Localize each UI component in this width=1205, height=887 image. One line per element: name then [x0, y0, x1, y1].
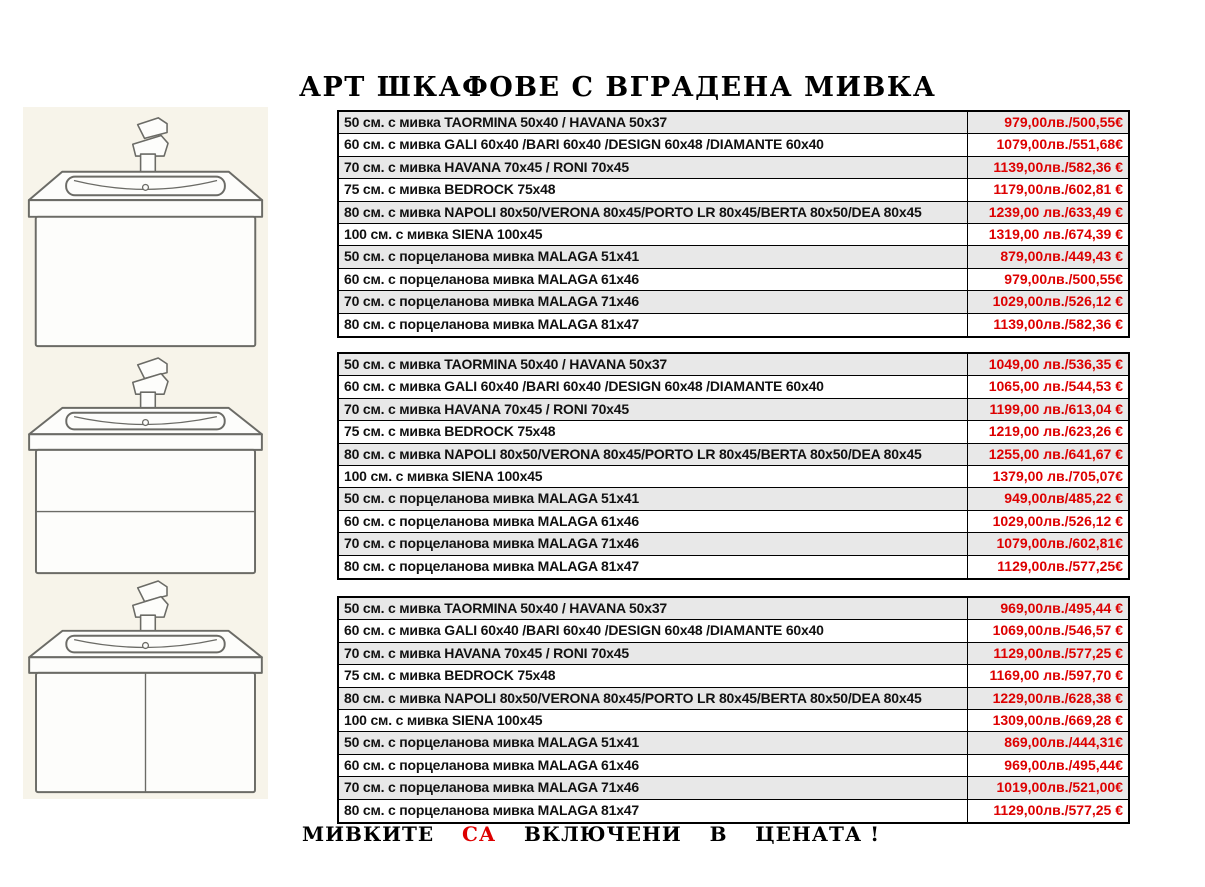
table-row — [339, 466, 1128, 488]
product-price: 1139,00лв./582,36 € — [993, 315, 1123, 332]
product-price: 1049,00 лв./536,35 € — [988, 356, 1123, 372]
product-price: 879,00лв./449,43 € — [1000, 248, 1123, 265]
table-row — [339, 755, 1128, 777]
product-description: 50 см. с порцеланова мивка MALAGA 51x41 — [339, 246, 968, 267]
table-row — [339, 179, 1128, 201]
product-price: 1079,00лв./602,81€ — [996, 535, 1123, 552]
product-price: 1309,00лв./669,28 € — [992, 711, 1123, 728]
table-row — [339, 269, 1128, 291]
product-price: 1129,00лв./577,25 € — [993, 801, 1123, 818]
product-price: 1129,00лв./577,25 € — [993, 644, 1123, 661]
product-price: 949,00лв/485,22 € — [1004, 490, 1123, 507]
price-table-1 — [337, 110, 1130, 338]
vanity-single-front-illustration — [23, 109, 268, 354]
table-row — [339, 643, 1128, 665]
product-description: 60 см. с мивка GALI 60x40 /BARI 60x40 /DESIGN 60x48 /DIAMANTE 60x40 — [339, 376, 968, 397]
product-description: 70 см. с мивка HAVANA 70x45 / RONI 70x45 — [339, 643, 968, 664]
vanity-two-doors-illustration — [23, 580, 268, 798]
product-description: 50 см. с мивка TAORMINA 50x40 / HAVANA 50x37 — [339, 112, 968, 133]
product-description: 80 см. с мивка NAPOLI 80x50/VERONA 80x45/PORTO LR 80x45/BERTA 80x50/DEA 80x45 — [339, 444, 968, 465]
table-row — [339, 246, 1128, 268]
product-description: 60 см. с мивка GALI 60x40 /BARI 60x40 /DESIGN 60x48 /DIAMANTE 60x40 — [339, 134, 968, 155]
table-row — [339, 598, 1128, 620]
product-price: 1129,00лв./577,25€ — [997, 557, 1123, 574]
table-row — [339, 620, 1128, 642]
product-description: 70 см. с порцеланова мивка MALAGA 71x46 — [339, 533, 968, 554]
product-description: 50 см. с порцеланова мивка MALAGA 51x41 — [339, 732, 968, 753]
product-price: 979,00лв./500,55€ — [1004, 114, 1123, 130]
table-row — [339, 157, 1128, 179]
product-description: 80 см. с порцеланова мивка MALAGA 81x47 — [339, 556, 968, 578]
vanity-cabinet-icon — [23, 357, 268, 579]
product-price: 1199,00 лв./613,04 € — [989, 400, 1123, 417]
table-row — [339, 665, 1128, 687]
table-row — [339, 688, 1128, 710]
vanity-cabinet-icon — [23, 109, 268, 354]
product-description: 50 см. с мивка TAORMINA 50x40 / HAVANA 50x37 — [339, 354, 968, 375]
product-price: 1019,00лв./521,00€ — [996, 779, 1123, 796]
product-price: 1319,00 лв./674,39 € — [988, 225, 1123, 242]
table-row — [339, 224, 1128, 246]
product-price: 1179,00лв./602,81 € — [993, 181, 1123, 198]
product-price: 1169,00 лв./597,70 € — [989, 667, 1123, 684]
table-row — [339, 444, 1128, 466]
product-description: 60 см. с мивка GALI 60x40 /BARI 60x40 /DESIGN 60x48 /DIAMANTE 60x40 — [339, 620, 968, 641]
product-description: 100 см. с мивка SIENA 100x45 — [339, 466, 968, 487]
product-description: 75 см. с мивка BEDROCK 75x48 — [339, 179, 968, 200]
product-price: 1219,00 лв./623,26 € — [988, 423, 1123, 440]
table-row — [339, 732, 1128, 754]
product-description: 75 см. с мивка BEDROCK 75x48 — [339, 421, 968, 442]
price-table-3 — [337, 596, 1130, 824]
product-description: 50 см. с порцеланова мивка MALAGA 51x41 — [339, 488, 968, 509]
table-row — [339, 399, 1128, 421]
table-row — [339, 314, 1128, 336]
product-description: 70 см. с порцеланова мивка MALAGA 71x46 — [339, 291, 968, 312]
table-row — [339, 354, 1128, 376]
product-description: 60 см. с порцеланова мивка MALAGA 61x46 — [339, 269, 968, 290]
cabinet-illustrations-panel — [23, 107, 268, 799]
table-row — [339, 112, 1128, 134]
product-description: 80 см. с порцеланова мивка MALAGA 81x47 — [339, 314, 968, 336]
product-description: 75 см. с мивка BEDROCK 75x48 — [339, 665, 968, 686]
product-price: 969,00лв./495,44€ — [1004, 756, 1123, 773]
price-table-2 — [337, 352, 1130, 580]
table-row — [339, 800, 1128, 822]
product-description: 80 см. с мивка NAPOLI 80x50/VERONA 80x45/PORTO LR 80x45/BERTA 80x50/DEA 80x45 — [339, 688, 968, 709]
page-title: АРТ ШКАФОВЕ С ВГРАДЕНА МИВКА — [299, 72, 937, 103]
table-row — [339, 777, 1128, 799]
product-description: 70 см. с мивка HAVANA 70x45 / RONI 70x45 — [339, 157, 968, 178]
table-row — [339, 291, 1128, 313]
product-price: 969,00лв./495,44 € — [1000, 600, 1123, 616]
product-description: 80 см. с порцеланова мивка MALAGA 81x47 — [339, 800, 968, 822]
table-row — [339, 488, 1128, 510]
product-price: 1139,00лв./582,36 € — [993, 158, 1123, 175]
product-price: 979,00лв./500,55€ — [1004, 270, 1123, 287]
table-row — [339, 202, 1128, 224]
product-description: 70 см. с порцеланова мивка MALAGA 71x46 — [339, 777, 968, 798]
product-description: 60 см. с порцеланова мивка MALAGA 61x46 — [339, 755, 968, 776]
product-price: 869,00лв./444,31€ — [1004, 734, 1123, 751]
table-row — [339, 533, 1128, 555]
product-price: 1069,00лв./546,57 € — [992, 622, 1123, 639]
table-row — [339, 511, 1128, 533]
product-description: 60 см. с порцеланова мивка MALAGA 61x46 — [339, 511, 968, 532]
table-row — [339, 710, 1128, 732]
table-row — [339, 556, 1128, 578]
product-price: 1255,00 лв./641,67 € — [988, 445, 1123, 462]
product-price: 1079,00лв./551,68€ — [996, 136, 1123, 153]
product-description: 100 см. с мивка SIENA 100x45 — [339, 710, 968, 731]
product-price: 1379,00 лв./705,07€ — [992, 467, 1123, 484]
product-description: 70 см. с мивка HAVANA 70x45 / RONI 70x45 — [339, 399, 968, 420]
product-price: 1229,00лв./628,38 € — [992, 689, 1123, 706]
footer-word: В — [709, 822, 728, 846]
footer-note — [302, 822, 880, 846]
product-price: 1239,00 лв./633,49 € — [988, 203, 1123, 220]
product-description: 50 см. с мивка TAORMINA 50x40 / HAVANA 50x37 — [339, 598, 968, 619]
footer-word: МИВКИТЕ — [302, 822, 435, 846]
table-row — [339, 134, 1128, 156]
vanity-cabinet-icon — [23, 580, 268, 798]
product-price: 1029,00лв./526,12 € — [992, 293, 1123, 310]
product-description: 80 см. с мивка NAPOLI 80x50/VERONA 80x45/PORTO LR 80x45/BERTA 80x50/DEA 80x45 — [339, 202, 968, 223]
product-description: 100 см. с мивка SIENA 100x45 — [339, 224, 968, 245]
product-price: 1029,00лв./526,12 € — [992, 512, 1123, 529]
vanity-two-drawers-illustration — [23, 357, 268, 579]
footer-word-highlighted: СА — [461, 822, 497, 846]
footer-word: ЦЕНАТА ! — [755, 822, 880, 846]
table-row — [339, 421, 1128, 443]
table-row — [339, 376, 1128, 398]
product-price: 1065,00 лв./544,53 € — [988, 378, 1123, 395]
footer-word: ВКЛЮЧЕНИ — [523, 822, 682, 846]
